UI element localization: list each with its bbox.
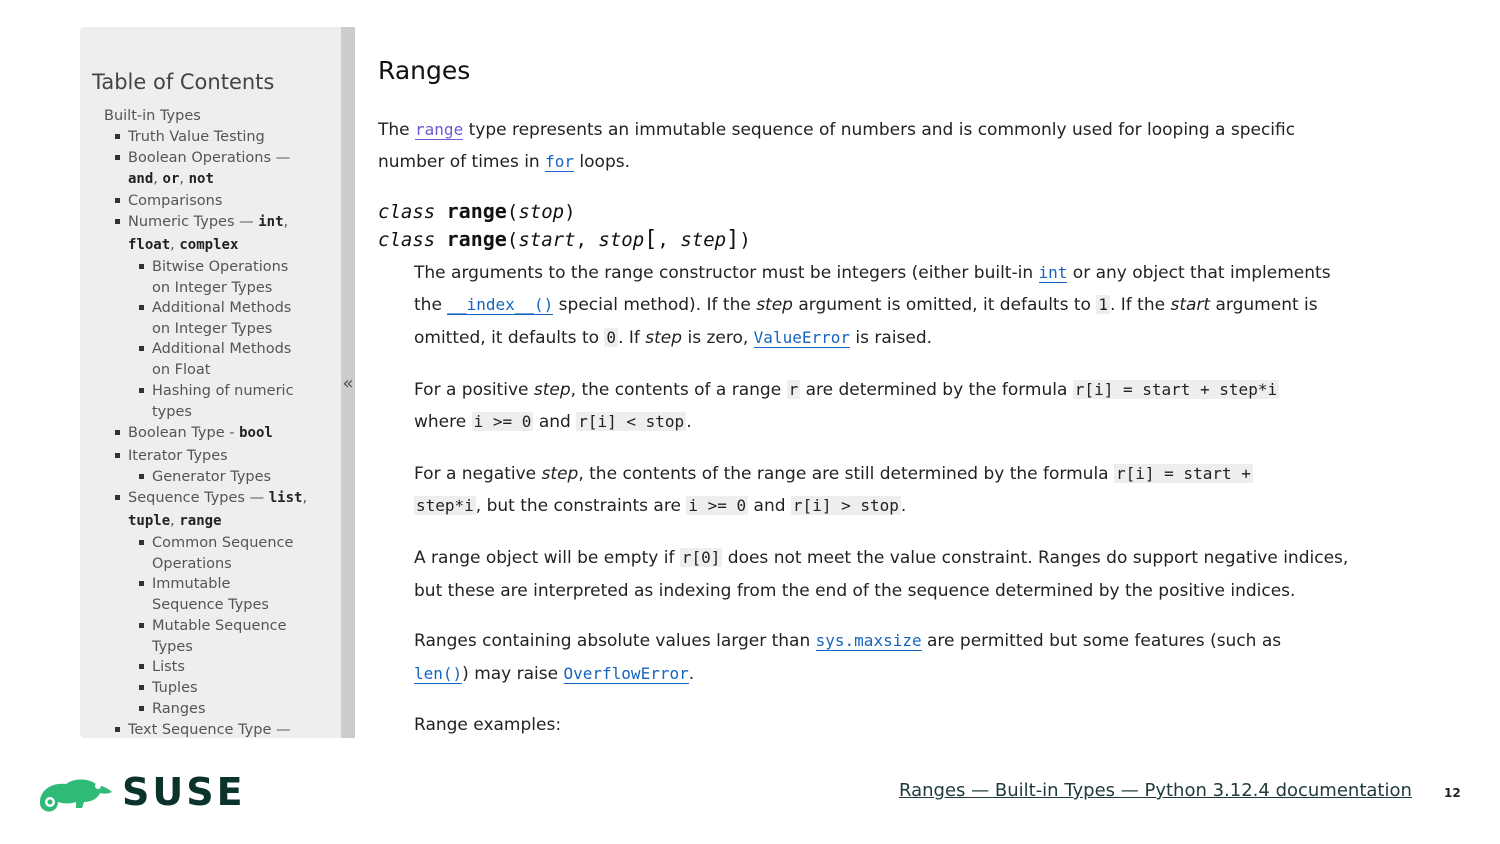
suse-wordmark: SUSE bbox=[122, 770, 246, 814]
toc-item-text-sequence-type[interactable]: Text Sequence Type — bbox=[128, 722, 291, 738]
toc-item-additional-methods-float-cont[interactable]: on Float bbox=[152, 362, 211, 378]
suse-chameleon-logo-icon bbox=[36, 772, 116, 817]
positive-step-paragraph-line2: where i >= 0 and r[i] < stop . bbox=[414, 412, 692, 432]
toc-item-hashing-cont[interactable]: types bbox=[152, 404, 192, 420]
toc-bullet bbox=[139, 264, 144, 269]
toc-bullet bbox=[115, 155, 120, 160]
toc-item-ranges[interactable]: Ranges bbox=[152, 701, 206, 717]
toc-item-immutable-sequence[interactable]: Immutable bbox=[152, 576, 231, 592]
signature-range-start-stop-step: class range(start, stop[, step]) bbox=[378, 227, 751, 252]
negative-step-paragraph-line1: For a negative step, the contents of the range are still determined by the formula r[i] = start + bbox=[414, 464, 1251, 484]
toc-bullet bbox=[139, 706, 144, 711]
index-method-link[interactable]: __index__() bbox=[447, 295, 554, 314]
toc-bullet bbox=[139, 474, 144, 479]
sys-maxsize-link[interactable]: sys.maxsize bbox=[815, 631, 922, 650]
toc-bullet bbox=[139, 346, 144, 351]
toc-bullet bbox=[139, 305, 144, 310]
sidebar-collapse-button[interactable] bbox=[341, 27, 355, 738]
toc-item-tuples[interactable]: Tuples bbox=[152, 680, 198, 696]
toc-bullet bbox=[115, 430, 120, 435]
toc-sidebar bbox=[80, 27, 341, 738]
toc-item-hashing[interactable]: Hashing of numeric bbox=[152, 383, 294, 399]
footer-source-link[interactable]: Ranges — Built-in Types — Python 3.12.4 documentation bbox=[899, 780, 1412, 801]
toc-item-built-in-types[interactable]: Built-in Types bbox=[104, 108, 201, 124]
toc-item-boolean-type[interactable]: Boolean Type - bool bbox=[128, 425, 273, 441]
toc-bullet bbox=[115, 134, 120, 139]
toc-item-comparisons[interactable]: Comparisons bbox=[128, 193, 223, 209]
range-examples-label: Range examples: bbox=[414, 715, 562, 735]
negative-step-paragraph-line2: step*i , but the constraints are i >= 0 and r[i] > stop . bbox=[416, 496, 907, 516]
toc-item-bitwise-operations-cont[interactable]: on Integer Types bbox=[152, 280, 273, 296]
overflowerror-link[interactable]: OverflowError bbox=[563, 664, 689, 683]
toc-bullet bbox=[139, 685, 144, 690]
toc-item-numeric-types[interactable]: Numeric Types — int, bbox=[128, 214, 289, 230]
int-link[interactable]: int bbox=[1038, 263, 1068, 282]
toc-item-immutable-sequence-cont[interactable]: Sequence Types bbox=[152, 597, 269, 613]
toc-bullet bbox=[139, 540, 144, 545]
toc-bullet bbox=[139, 664, 144, 669]
toc-item-bitwise-operations[interactable]: Bitwise Operations bbox=[152, 259, 289, 275]
toc-bullet bbox=[115, 219, 120, 224]
empty-range-paragraph-line2: but these are interpreted as indexing from the end of the sequence determined by the positive indices. bbox=[414, 581, 1296, 601]
toc-item-lists[interactable]: Lists bbox=[152, 659, 185, 675]
toc-item-numeric-types-cont[interactable]: float, complex bbox=[128, 237, 239, 253]
absolute-values-paragraph-line1: Ranges containing absolute values larger than sys.maxsize are permitted but some features (such as bbox=[414, 631, 1282, 651]
len-link[interactable]: len() bbox=[414, 664, 463, 683]
page-number: 12 bbox=[1444, 786, 1461, 800]
toc-bullet bbox=[139, 623, 144, 628]
toc-bullet bbox=[115, 198, 120, 203]
for-link[interactable]: for bbox=[545, 152, 575, 171]
toc-title: Table of Contents bbox=[92, 70, 275, 94]
collapse-chevron-icon: « bbox=[342, 373, 354, 394]
toc-bullet bbox=[115, 495, 120, 500]
range-link[interactable]: range bbox=[415, 120, 464, 139]
toc-item-truth-value-testing[interactable]: Truth Value Testing bbox=[128, 129, 265, 145]
toc-item-additional-methods-int-cont[interactable]: on Integer Types bbox=[152, 321, 273, 337]
args-paragraph-line2: the __index__() special method). If the step argument is omitted, it defaults to 1 . If the start argument is bbox=[414, 295, 1318, 315]
toc-item-additional-methods-int[interactable]: Additional Methods bbox=[152, 300, 292, 316]
args-paragraph-line3: omitted, it defaults to 0 . If step is zero, ValueError is raised. bbox=[414, 328, 933, 348]
toc-item-mutable-sequence[interactable]: Mutable Sequence bbox=[152, 618, 287, 634]
toc-item-sequence-types-cont[interactable]: tuple, range bbox=[128, 513, 222, 529]
toc-item-common-sequence-ops[interactable]: Common Sequence bbox=[152, 535, 294, 551]
toc-bullet bbox=[139, 388, 144, 393]
toc-item-additional-methods-float[interactable]: Additional Methods bbox=[152, 341, 292, 357]
toc-item-common-sequence-ops-cont[interactable]: Operations bbox=[152, 556, 232, 572]
toc-item-generator-types[interactable]: Generator Types bbox=[152, 469, 272, 485]
args-paragraph-line1: The arguments to the range constructor must be integers (either built-in int or any object that implements bbox=[414, 263, 1331, 283]
toc-item-boolean-operations-cont[interactable]: and, or, not bbox=[128, 171, 214, 187]
toc-item-iterator-types[interactable]: Iterator Types bbox=[128, 448, 228, 464]
signature-range-stop: class range(stop) bbox=[378, 199, 576, 223]
absolute-values-paragraph-line2: len()) may raise OverflowError. bbox=[414, 664, 695, 684]
toc-bullet bbox=[115, 453, 120, 458]
empty-range-paragraph-line1: A range object will be empty if r[0] does not meet the value constraint. Ranges do support negative indices, bbox=[414, 548, 1349, 568]
positive-step-paragraph-line1: For a positive step, the contents of a range r are determined by the formula r[i] = start + step*i bbox=[414, 380, 1278, 400]
toc-item-boolean-operations[interactable]: Boolean Operations — bbox=[128, 150, 291, 166]
toc-bullet bbox=[115, 727, 120, 732]
toc-item-mutable-sequence-cont[interactable]: Types bbox=[152, 639, 193, 655]
intro-paragraph-line1: The range type represents an immutable sequence of numbers and is commonly used for looping a specific bbox=[378, 120, 1296, 140]
intro-paragraph-line2: number of times in for loops. bbox=[378, 152, 631, 172]
section-heading-ranges: Ranges bbox=[378, 56, 471, 85]
valueerror-link[interactable]: ValueError bbox=[753, 328, 850, 347]
toc-bullet bbox=[139, 581, 144, 586]
toc-item-sequence-types[interactable]: Sequence Types — list, bbox=[128, 490, 308, 506]
